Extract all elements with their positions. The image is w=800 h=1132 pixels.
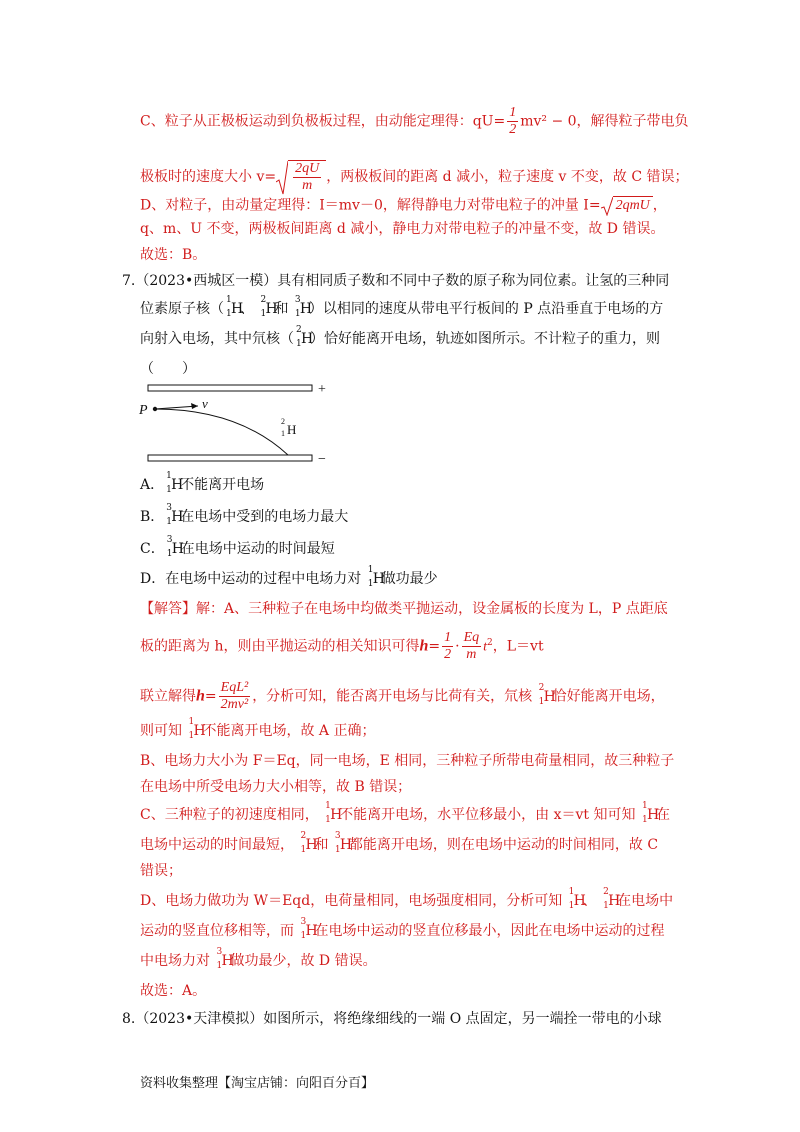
solution-d-line1: D、对粒子，由动量定理得：I＝mv－0，解得静电力对带电粒子的冲量 I= 2qmU ，	[140, 197, 667, 214]
h2-label-sub: 1	[281, 429, 285, 438]
solution-d-line2: q、m、U 不变，两极板间距离 d 减小，静电力对带电粒子的冲量不变，故 D 错误。	[140, 221, 665, 237]
point-p-label: P	[139, 403, 148, 418]
answer-prev: 故选：B。	[140, 247, 207, 263]
solution-line2: 板的距离为 h，则由平抛运动的相关知识可得h= $\frac{1}{2}$ · $\frac{Eq}{m}$ $t^2$，L＝vt	[140, 630, 544, 662]
minus-sign: −	[318, 452, 326, 467]
page-footer: 资料收集整理【淘宝店铺：向阳百分百】	[140, 1076, 375, 1091]
solution-line5: B、电场力大小为 F＝Eq，同一电场，E 相同，三种粒子所带电荷量相同，故三种粒子	[140, 753, 675, 769]
answer-7: 故选：A。	[140, 983, 207, 999]
solution-line10: D、电场力做功为 W＝Eqd，电荷量相同，电场强度相同，分析可知 1 1 H 、 2 1 H 在电场中	[140, 887, 674, 911]
h2-label-sup: 2	[281, 417, 285, 426]
velocity-label: v	[202, 396, 208, 411]
option-a[interactable]: A． 1 1 H 不能离开电场	[140, 471, 265, 495]
option-b[interactable]: B． 3 1 H 在电场中受到的电场力最大	[140, 503, 349, 527]
q8-line1: 8.（2023•天津模拟）如图所示，将绝缘细线的一端 O 点固定，另一端拴一带电的小球	[122, 1011, 662, 1027]
q7-line3: 向射入电场，其中氘核（ 2 1 H ）恰好能离开电场，轨迹如图所示。不计粒子的重力，则	[140, 325, 660, 349]
bottom-plate	[148, 455, 312, 461]
solution-line1: 【解答】解：A、三种粒子在电场中均做类平抛运动，设金属板的长度为 L，P 点距底	[140, 601, 668, 617]
solution-c-line1: C、粒子从正极板运动到负极板过程，由动能定理得：qU= $\frac{1}{2}$ mv² − 0，解得粒子带电负	[140, 105, 689, 137]
solution-c-line2: 极板时的速度大小 v= $\frac{2qU}{m}$ ，两极板间的距离 d 减小，粒子速度 v 不变，故 C 错误；	[140, 161, 689, 193]
velocity-arrowhead	[191, 403, 198, 409]
plates-trajectory-figure	[138, 378, 358, 468]
h2-label-el: H	[287, 422, 297, 437]
q7-line1: 7.（2023•西城区一模）具有相同质子数和不同中子数的原子称为同位素。让氢的三种同	[122, 273, 670, 289]
solution-line12: 中电场力对 3 1 H 做功最少，故 D 错误。	[140, 947, 377, 971]
option-c[interactable]: C． 3 1 H 在电场中运动的时间最短	[140, 535, 335, 559]
solution-tag: 【解答】	[140, 601, 196, 617]
solution-line6: 在电场中所受电场力大小相等，故 B 错误；	[140, 779, 412, 795]
sqrt-2qmU: 2qmU	[601, 196, 653, 215]
plus-sign: +	[318, 382, 326, 397]
solution-line9: 错误；	[140, 863, 182, 879]
trajectory-curve	[155, 409, 288, 455]
solution-line8: 电场中运动的时间最短， 2 1 H 和 3 1 H 都能离开电场，则在电场中运动的时间相同，故 C	[140, 831, 659, 855]
q7-line2: 位素原子核（ 1 1 H 、 2 1 H 和 3 1 H ）以相同的速度从带电平行板间的 P 点沿垂直于电场的方	[140, 295, 664, 319]
sqrt-2qU-over-m: $\frac{2qU}{m}$	[276, 160, 326, 194]
velocity-arrow	[155, 406, 198, 409]
q7-paren: （ ）	[140, 361, 196, 377]
option-d[interactable]: D．在电场中运动的过程中电场力对 1 1 H 做功最少	[140, 565, 438, 589]
solution-line4: 则可知 1 1 H 不能离开电场，故 A 正确；	[140, 717, 376, 741]
solution-line11: 运动的竖直位移相等，而 3 1 H 在电场中运动的竖直位移最小，因此在电场中运动的过程	[140, 917, 665, 941]
top-plate	[148, 385, 312, 391]
solution-line7: C、三种粒子的初速度相同， 1 1 H 不能离开电场，水平位移最小，由 x＝vt 知可知 1 1 H 在	[140, 801, 670, 825]
solution-line3: 联立解得h= $\frac{\text{EqL²}}{\text{2mv²}}$ ，分析可知，能否离开电场与比荷有关，氘核 2 1 H 恰好能离开电场，	[140, 680, 665, 712]
